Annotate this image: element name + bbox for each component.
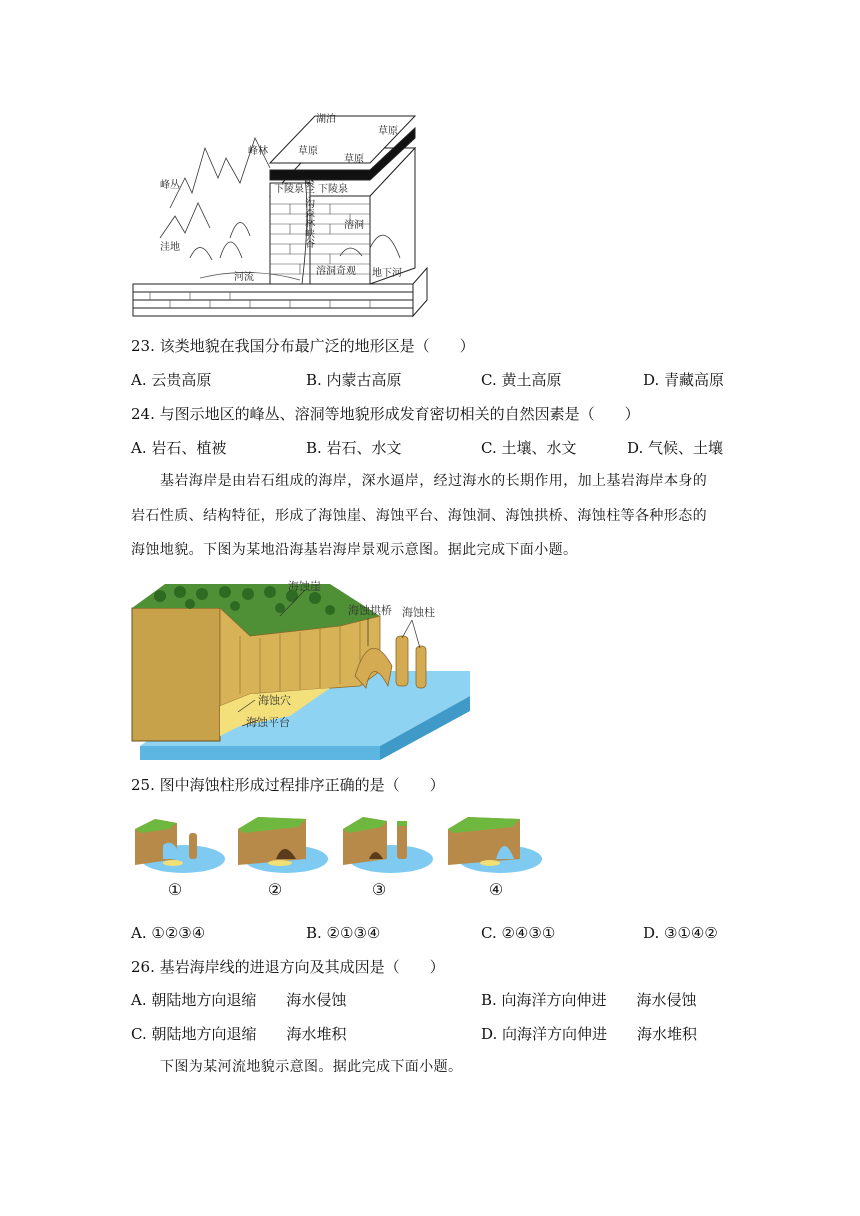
label-peak-forest-2: 峰林 <box>248 146 268 157</box>
label-sinkhole-right: 下陵泉 <box>318 184 348 195</box>
label-peak-forest: 峰丛 <box>160 180 180 191</box>
question-25-option-c[interactable]: C. ②④③① <box>481 924 556 942</box>
question-25-option-b[interactable]: B. ②①③④ <box>306 924 381 942</box>
question-24-option-d[interactable]: D. 气候、土壤 <box>627 439 724 457</box>
question-25-option-d[interactable]: D. ③①④② <box>643 924 718 942</box>
label-ravine: 聚子沟森林峡谷 <box>302 178 314 248</box>
question-24-option-b[interactable]: B. 岩石、水文 <box>306 439 402 457</box>
passage-line-1: 基岩海岸是由岩石组成的海岸，深水逼岸，经过海水的长期作用，加上基岩海岸本身的 <box>160 473 708 489</box>
question-24-stem: 24. 与图示地区的峰丛、溶洞等地貌形成发育密切相关的自然因素是（ ） <box>131 405 640 423</box>
question-26-option-d[interactable]: D. 向海洋方向伸进 海水堆积 <box>481 1025 698 1043</box>
question-25-option-a[interactable]: A. ①②③④ <box>131 924 206 942</box>
coastal-landform-diagram <box>130 576 475 760</box>
question-26-option-a[interactable]: A. 朝陆地方向退缩 海水侵蚀 <box>131 991 347 1009</box>
question-23-option-c[interactable]: C. 黄土高原 <box>481 371 562 389</box>
label-sea-stack: 海蚀柱 <box>402 606 435 619</box>
label-depression: 洼地 <box>160 242 180 253</box>
label-river: 河流 <box>234 272 254 283</box>
question-24-option-c[interactable]: C. 土壤、水文 <box>481 439 577 457</box>
question-26-stem: 26. 基岩海岸线的进退方向及其成因是（ ） <box>131 958 445 976</box>
label-underground-river: 地下河 <box>372 268 402 279</box>
question-24-option-a[interactable]: A. 岩石、植被 <box>131 439 227 457</box>
label-grass-3: 草原 <box>344 154 364 165</box>
label-sea-arch: 海蚀拱桥 <box>348 604 392 617</box>
question-23-stem: 23. 该类地貌在我国分布最广泛的地形区是（ ） <box>131 337 475 355</box>
passage-line-2: 岩石性质、结构特征，形成了海蚀崖、海蚀平台、海蚀洞、海蚀拱桥、海蚀柱等各种形态的 <box>131 508 707 524</box>
label-lake: 湖泊 <box>316 114 336 125</box>
label-sinkhole-left: 下陵泉 <box>274 184 304 195</box>
passage-line-3: 海蚀地貌。下图为某地沿海基岩海岸景观示意图。据此完成下面小题。 <box>131 542 578 558</box>
question-23-option-d[interactable]: D. 青藏高原 <box>643 371 725 389</box>
karst-landform-diagram <box>130 108 430 320</box>
stage-sketch-3 <box>341 815 433 877</box>
next-section-intro: 下图为某河流地貌示意图。据此完成下面小题。 <box>160 1059 463 1075</box>
question-25-stem: 25. 图中海蚀柱形成过程排序正确的是（ ） <box>131 776 445 794</box>
question-23-option-a[interactable]: A. 云贵高原 <box>131 371 212 389</box>
label-grass-1: 草原 <box>378 126 398 137</box>
question-26-option-c[interactable]: C. 朝陆地方向退缩 海水堆积 <box>131 1025 347 1043</box>
stage-sketch-2 <box>236 815 328 877</box>
label-sea-cliff: 海蚀崖 <box>288 580 321 593</box>
stage-sketch-1 <box>133 815 225 877</box>
label-wave-cut-platform: 海蚀平台 <box>246 716 290 729</box>
stage-sketch-4 <box>446 815 542 877</box>
stage-number-2: ② <box>267 880 283 899</box>
question-23-option-b[interactable]: B. 内蒙古高原 <box>306 371 402 389</box>
label-cave-features: 溶洞奇观 <box>316 266 356 277</box>
label-grass-2: 草原 <box>298 146 318 157</box>
question-26-option-b[interactable]: B. 向海洋方向伸进 海水侵蚀 <box>481 991 697 1009</box>
stage-number-3: ③ <box>371 880 387 899</box>
label-cave: 溶洞 <box>344 220 364 231</box>
label-sea-cave: 海蚀穴 <box>258 694 291 707</box>
stage-number-4: ④ <box>488 880 504 899</box>
stage-number-1: ① <box>167 880 183 899</box>
